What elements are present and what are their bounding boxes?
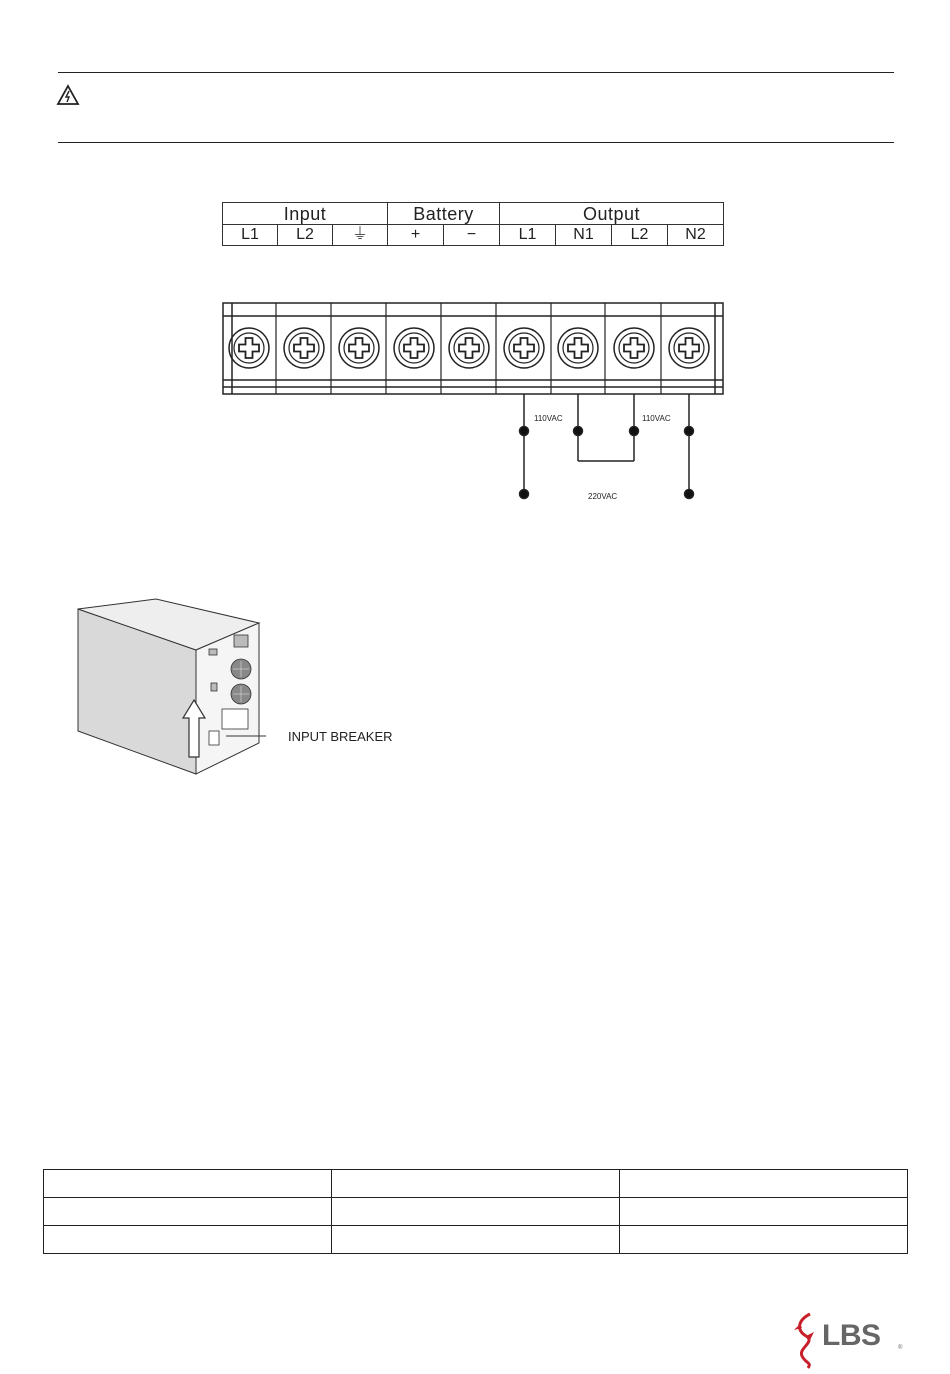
terminal-screw bbox=[284, 328, 324, 368]
terminal-screw bbox=[229, 328, 269, 368]
phillips-cross-icon bbox=[679, 338, 699, 358]
dragon-logo-icon bbox=[788, 1310, 824, 1370]
terminal-screw bbox=[558, 328, 598, 368]
phillips-cross-icon bbox=[514, 338, 534, 358]
table-cell bbox=[332, 1198, 620, 1226]
table-cell bbox=[620, 1170, 908, 1198]
terminal-label-table bbox=[222, 202, 724, 246]
terminal-label: − bbox=[444, 225, 500, 246]
terminal-block-diagram bbox=[222, 302, 726, 512]
terminal-label: N1 bbox=[556, 225, 612, 246]
terminal-label: N2 bbox=[668, 225, 724, 246]
wire-node bbox=[630, 427, 639, 436]
logo-text: LBS bbox=[822, 1319, 881, 1352]
group-battery: Battery bbox=[388, 203, 500, 225]
wire-node bbox=[520, 427, 529, 436]
phillips-cross-icon bbox=[624, 338, 644, 358]
input-breaker-label: INPUT BREAKER bbox=[288, 729, 393, 744]
phillips-cross-icon bbox=[459, 338, 479, 358]
terminal-label: + bbox=[388, 225, 444, 246]
table-cell bbox=[332, 1170, 620, 1198]
wire-node bbox=[685, 427, 694, 436]
phillips-cross-icon bbox=[404, 338, 424, 358]
terminal-label: ⏚ bbox=[333, 225, 388, 246]
terminal-screw bbox=[669, 328, 709, 368]
terminal-screw bbox=[339, 328, 379, 368]
electric-hazard-icon bbox=[56, 84, 80, 106]
phillips-cross-icon bbox=[294, 338, 314, 358]
registered-mark: ® bbox=[898, 1345, 903, 1351]
terminal-screw bbox=[394, 328, 434, 368]
voltage-label-l1: 110VAC bbox=[534, 414, 563, 423]
voltage-label-l2: 110VAC bbox=[642, 414, 671, 423]
terminal-screw bbox=[449, 328, 489, 368]
blank-table bbox=[43, 1169, 908, 1254]
table-row bbox=[44, 1170, 908, 1198]
terminal-screw bbox=[504, 328, 544, 368]
phillips-cross-icon bbox=[349, 338, 369, 358]
bottom-rule bbox=[58, 142, 894, 143]
phillips-cross-icon bbox=[568, 338, 588, 358]
group-output: Output bbox=[500, 203, 724, 225]
wire-node bbox=[685, 490, 694, 499]
terminal-label: L2 bbox=[278, 225, 333, 246]
top-rule bbox=[58, 72, 894, 73]
terminal-label: L1 bbox=[223, 225, 278, 246]
table-row bbox=[44, 1198, 908, 1226]
terminal-label: L2 bbox=[612, 225, 668, 246]
phillips-cross-icon bbox=[239, 338, 259, 358]
table-cell bbox=[620, 1226, 908, 1254]
wire-node bbox=[574, 427, 583, 436]
terminal-label: L1 bbox=[500, 225, 556, 246]
table-cell bbox=[620, 1198, 908, 1226]
terminal-screw bbox=[614, 328, 654, 368]
table-cell bbox=[332, 1226, 620, 1254]
table-cell bbox=[44, 1198, 332, 1226]
table-cell bbox=[44, 1226, 332, 1254]
table-row bbox=[44, 1226, 908, 1254]
voltage-label-total: 220VAC bbox=[588, 492, 618, 501]
group-input: Input bbox=[223, 203, 388, 225]
table-cell bbox=[44, 1170, 332, 1198]
ups-rear-illustration bbox=[76, 597, 266, 777]
wire-node bbox=[520, 490, 529, 499]
